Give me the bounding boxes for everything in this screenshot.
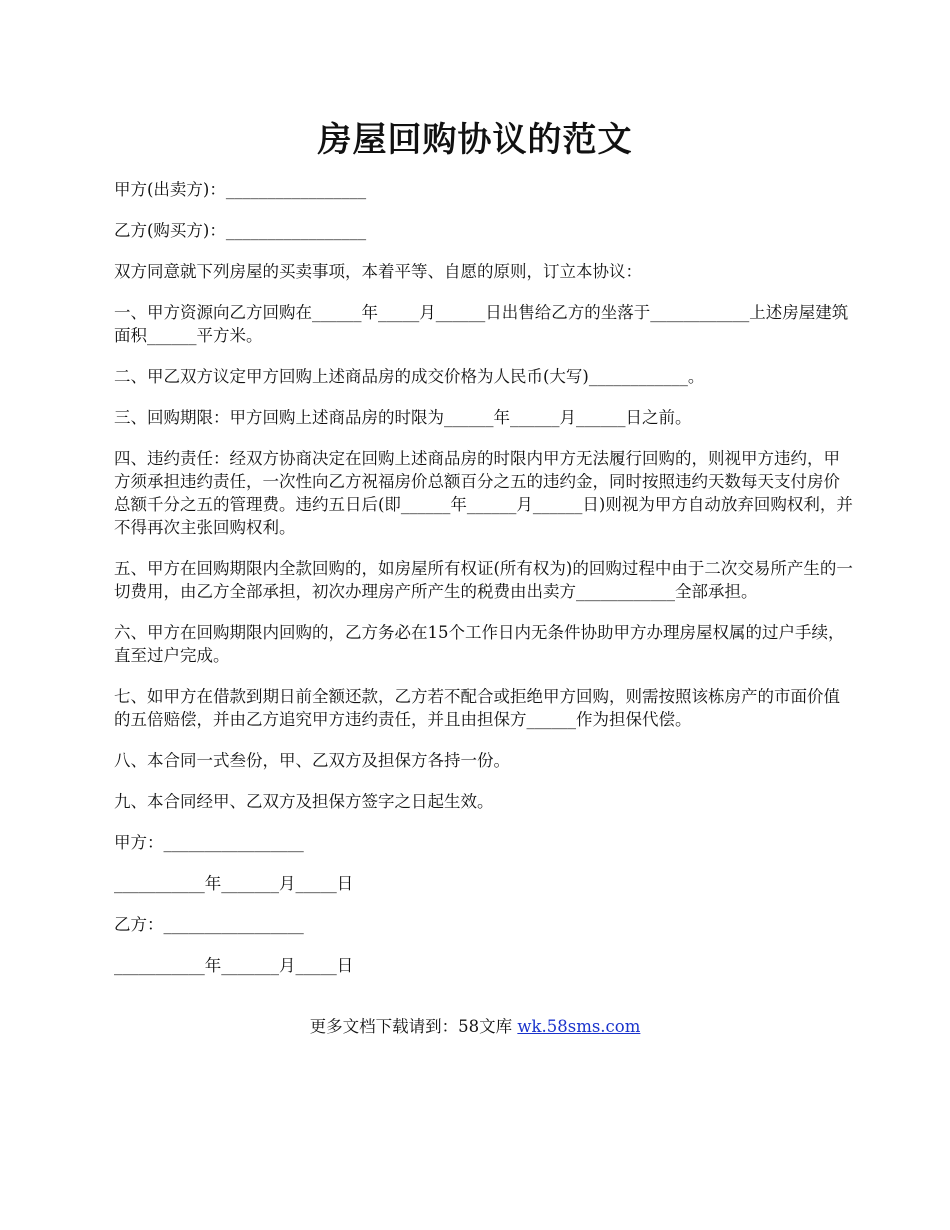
party-a-date: ___________年_______月_____日 bbox=[114, 874, 354, 893]
footer-link[interactable]: wk.58sms.com bbox=[517, 1017, 641, 1036]
clause-6: 六、甲方在回购期限内回购的，乙方务必在15个工作日内无条件协助甲方办理房屋权属的过户手续，直至过户完成。 bbox=[114, 623, 845, 665]
clause-5: 五、甲方在回购期限内全款回购的，如房屋所有权证(所有权为)的回购过程中由于二次交易所产生的一切费用，由乙方全部承担，初次办理房产所产生的税费由出卖方____________全部承担。 bbox=[114, 559, 853, 601]
party-b-signature: 乙方：_________________ bbox=[114, 915, 304, 934]
party-b-line: 乙方(购买方)：_________________ bbox=[114, 221, 367, 240]
party-b-date: ___________年_______月_____日 bbox=[114, 956, 354, 975]
document-title: 房屋回购协议的范文 bbox=[317, 120, 633, 160]
agreement-intro: 双方同意就下列房屋的买卖事项，本着平等、自愿的原则，订立本协议： bbox=[114, 262, 642, 281]
clause-1: 一、甲方资源向乙方回购在______年_____月______日出售给乙方的坐落于____________上述房屋建筑面积______平方米。 bbox=[114, 303, 849, 345]
clause-8: 八、本合同一式叁份，甲、乙双方及担保方各持一份。 bbox=[114, 751, 510, 770]
footer-text: 更多文档下载请到：58文库 bbox=[309, 1017, 518, 1036]
party-a-signature: 甲方：_________________ bbox=[114, 833, 304, 852]
clause-3: 三、回购期限：甲方回购上述商品房的时限为______年______月______日之前。 bbox=[114, 408, 692, 427]
clause-4: 四、违约责任：经双方协商决定在回购上述商品房的时限内甲方无法履行回购的，则视甲方违约，甲方须承担违约责任，一次性向乙方祝福房价总额百分之五的违约金，同时按照违约天数每天支付房价总额千分之五的管理费。违约五日后(即______年______月______日)则视为甲方自动放弃回购权利，并不得再次主张回购权利。 bbox=[114, 449, 853, 537]
download-footer bbox=[0, 1013, 950, 1037]
clause-2: 二、甲乙双方议定甲方回购上述商品房的成交价格为人民币(大写)____________。 bbox=[114, 367, 705, 386]
clause-9: 九、本合同经甲、乙双方及担保方签字之日起生效。 bbox=[114, 792, 494, 811]
clause-7: 七、如甲方在借款到期日前全额还款，乙方若不配合或拒绝甲方回购，则需按照该栋房产的市面价值的五倍赔偿，并由乙方追究甲方违约责任，并且由担保方______作为担保代偿。 bbox=[114, 687, 840, 729]
party-a-line: 甲方(出卖方)：_________________ bbox=[114, 180, 367, 199]
document-body bbox=[114, 178, 854, 995]
